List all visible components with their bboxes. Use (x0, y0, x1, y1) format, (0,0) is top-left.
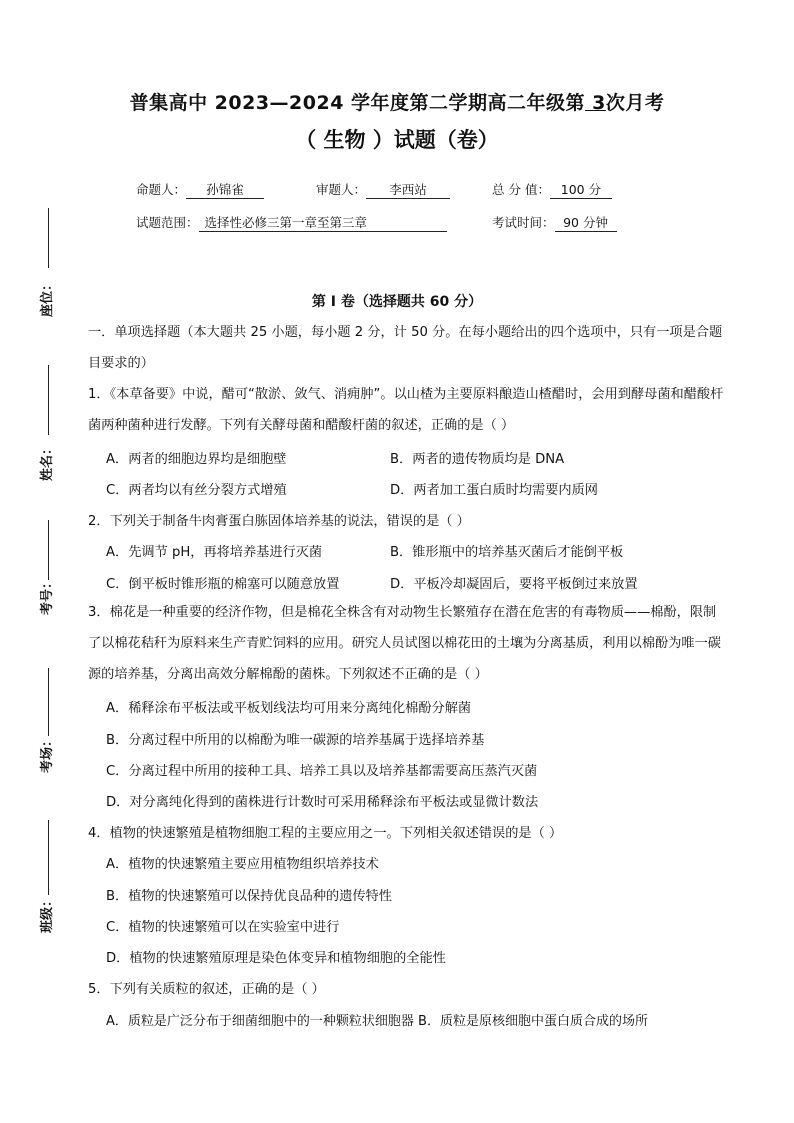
q1-stem: 1．《本草备要》中说，醋可“散淤、敛气、消痈肿”。以山楂为主要原料酿造山楂醋时，会用到酵母菌和醋酸杆菌两种菌种进行发酵。下列有关酵母菌和醋酸杆菌的叙述，正确的是（ ） (88, 387, 724, 433)
scope-row (136, 213, 447, 232)
subject-title: （ 生物 ）试题（卷） (295, 128, 499, 152)
section-title: 第 I 卷（选择题共 60 分） (311, 294, 483, 310)
author-value: 孙锦雀 (186, 180, 264, 199)
q1-option-d: D．两者加工蛋白质时均需要内质网 (390, 483, 598, 498)
time-value: 90 分钟 (555, 213, 617, 232)
part-intro: 一．单项选择题（本大题共 25 小题，每小题 2 分，计 50 分。在每小题给出的四个选项中，只有一项是合题目要求的） (88, 325, 723, 371)
score-row (492, 180, 612, 199)
q4-option-c: C．植物的快速繁殖可以在实验室中进行 (106, 920, 340, 935)
reviewer-row (316, 180, 450, 199)
exam-number-blank: 3 (585, 92, 606, 114)
q4-option-a: A．植物的快速繁殖主要应用植物组织培养技术 (106, 857, 379, 872)
q1-option-c: C．两者均以有丝分裂方式增殖 (106, 483, 287, 498)
exam-no-label: 考号： (40, 575, 56, 616)
q5-option-ab: A．质粒是广泛分布于细菌细胞中的一种颗粒状细胞器 B．质粒是原核细胞中蛋白质合成的场所 (106, 1014, 648, 1029)
reviewer-label: 审题人： (316, 182, 367, 197)
q2-option-b: B．锥形瓶中的培养基灭菌后才能倒平板 (390, 545, 624, 560)
q1-option-b: B．两者的遗传物质均是 DNA (390, 452, 565, 467)
score-label: 总 分 值： (492, 182, 550, 197)
seat-blank-line (48, 208, 49, 268)
room-blank-line (48, 668, 49, 736)
q2-option-d: D．平板冷却凝固后，要将平板倒过来放置 (390, 577, 638, 592)
exam-title-prefix: 普集高中 2023—2024 学年度第二学期高二年级第 (129, 92, 586, 114)
class-label: 班级： (40, 893, 56, 934)
scope-label: 试题范围： (136, 215, 199, 230)
q2-option-a: A．先调节 pH，再将培养基进行灭菌 (106, 545, 323, 560)
name-blank-line (48, 365, 49, 435)
author-label: 命题人： (136, 182, 187, 197)
q3-option-a: A．稀释涂布平板法或平板划线法均可用来分离纯化棉酚分解菌 (106, 701, 472, 716)
q4-option-d: D．植物的快速繁殖原理是染色体变异和植物细胞的全能性 (106, 951, 446, 966)
score-value: 100 分 (550, 180, 612, 199)
q3-option-d: D．对分离纯化得到的菌株进行计数时可采用稀释涂布平板法或显微计数法 (106, 795, 539, 810)
time-row (492, 213, 617, 232)
q3-option-c: C．分离过程中所用的接种工具、培养工具以及培养基都需要高压蒸汽灭菌 (106, 764, 538, 779)
q3-stem: 3．棉花是一种重要的经济作物，但是棉花全株含有对动物生长繁殖存在潜在危害的有毒物质——棉酚，限制了以棉花秸秆为原料来生产青贮饲料的应用。研究人员试图以棉花田的土壤为分离基质，利用以棉酚为唯一碳源的培养基，分离出高效分解棉酚的菌株。下列叙述不正确的是（ ） (88, 605, 721, 682)
author-row (136, 180, 264, 199)
time-label: 考试时间： (492, 215, 555, 230)
q2-option-c: C．倒平板时锥形瓶的棉塞可以随意放置 (106, 577, 340, 592)
reviewer-value: 李西站 (366, 180, 450, 199)
class-blank-line (48, 820, 49, 895)
seat-label: 座位： (40, 277, 56, 318)
name-label: 姓名： (40, 441, 56, 482)
room-label: 考场： (40, 733, 56, 774)
q4-option-b: B．植物的快速繁殖可以保持优良品种的遗传特性 (106, 889, 392, 904)
q1-option-a: A．两者的细胞边界均是细胞壁 (106, 452, 287, 467)
exam-title (0, 88, 794, 115)
q2-stem: 2．下列关于制备牛肉膏蛋白胨固体培养基的说法，错误的是（ ） (88, 514, 470, 529)
q4-stem: 4．植物的快速繁殖是植物细胞工程的主要应用之一。下列相关叙述错误的是（ ） (88, 826, 563, 841)
q3-option-b: B．分离过程中所用的以棉酚为唯一碳源的培养基属于选择培养基 (106, 733, 485, 748)
q5-stem: 5．下列有关质粒的叙述，正确的是（ ） (88, 982, 325, 997)
exam-title-suffix: 次月考 (605, 92, 665, 114)
exam-no-blank-line (48, 520, 49, 580)
scope-value: 选择性必修三第一章至第三章 (199, 213, 447, 232)
